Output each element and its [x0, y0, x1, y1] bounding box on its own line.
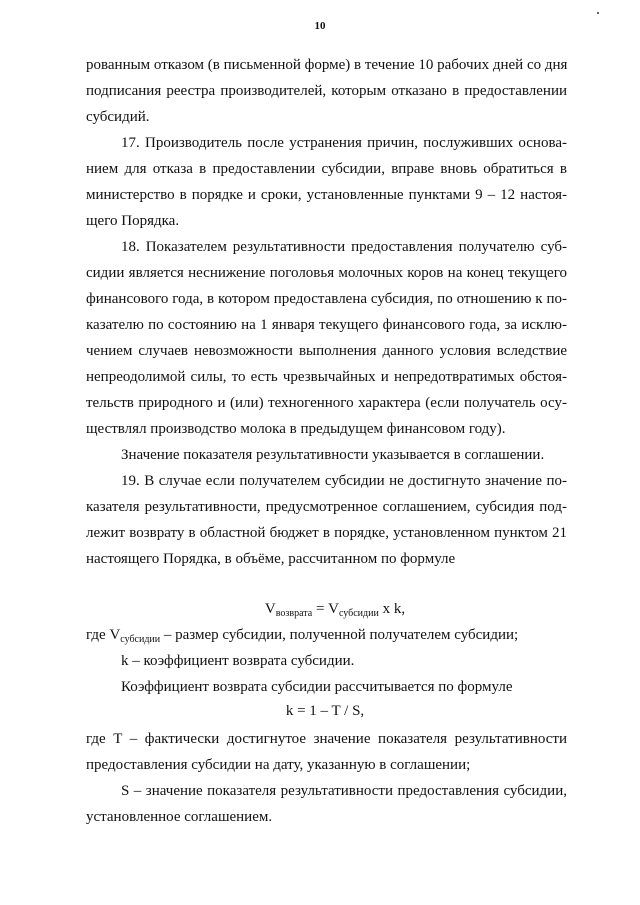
k-intro: Коэффициент возврата субсидии рассчитывается по формуле — [121, 679, 513, 695]
definition-t: где T – фактически достигнутое значение показателя результативности — [86, 731, 567, 747]
text-line: щего Порядка. — [86, 213, 180, 229]
text-line: рованным отказом (в письменной форме) в течение 10 рабочих дней со дня — [86, 57, 568, 73]
text-line: непреодолимой силы, то есть чрезвычайных и непредотвратимых обстоя- — [86, 369, 567, 385]
paragraph-19-start: 19. В случае если получателем субсидии не достигнуто значение по- — [121, 473, 567, 489]
text-line: сидии является неснижение поголовья молочных коров на конец текущего — [86, 265, 567, 281]
text-line: лежит возврату в областной бюджет в порядке, установленном пунктом 21 — [86, 525, 567, 541]
text-line: установленное соглашением. — [86, 809, 273, 825]
text-line: настоящего Порядка, в объёме, рассчитанном по формуле — [86, 551, 456, 567]
paragraph-18-start: 18. Показателем результативности предоставления получателю суб- — [121, 239, 567, 255]
text-line: казателю по состоянию на 1 января текущего финансового года, за исклю- — [86, 317, 567, 333]
text-line: субсидий. — [86, 109, 150, 125]
text-line: ществлял производство молока в предыдущем финансовом году). — [86, 421, 506, 437]
formula-return-volume: $V_{возврата} = V_{субсидии}$ x k, — [264, 601, 406, 619]
text-line: подписания реестра производителей, которым отказано в предоставлении — [86, 83, 567, 99]
text-line: финансового года, в котором предоставлена субсидия, по отношению к по- — [86, 291, 567, 307]
definition-v-subsidy: где $V_{субсидии}$ – размер субсидии, полученной получателем субсидии; — [86, 627, 519, 645]
text-line: министерство в порядке и сроки, установленные пунктами 9 – 12 настоя- — [86, 187, 567, 203]
page-number: 10 — [314, 20, 326, 32]
definition-k: k – коэффициент возврата субсидии. — [121, 653, 355, 669]
paragraph-17-start: 17. Производитель после устранения причин, послуживших основа- — [121, 135, 567, 151]
text-line: нием для отказа в предоставлении субсидии, вправе вновь обратиться в — [86, 161, 567, 177]
text-line: казателя результативности, предусмотренное соглашением, субсидия под- — [86, 499, 567, 515]
indicator-statement: Значение показателя результативности указывается в соглашении. — [121, 447, 545, 463]
definition-s: S – значение показателя результативности предоставления субсидии, — [121, 783, 567, 799]
text-line: чением случаев невозможности выполнения данного условия вследствие — [86, 343, 567, 359]
text-line: тельств природного и (или) техногенного характера (если получатель осу- — [86, 395, 567, 411]
text-line: предоставления субсидии на дату, указанную в соглашении; — [86, 757, 471, 773]
formula-k: k = 1 – T / S, — [285, 703, 365, 719]
scan-speck — [597, 12, 599, 14]
